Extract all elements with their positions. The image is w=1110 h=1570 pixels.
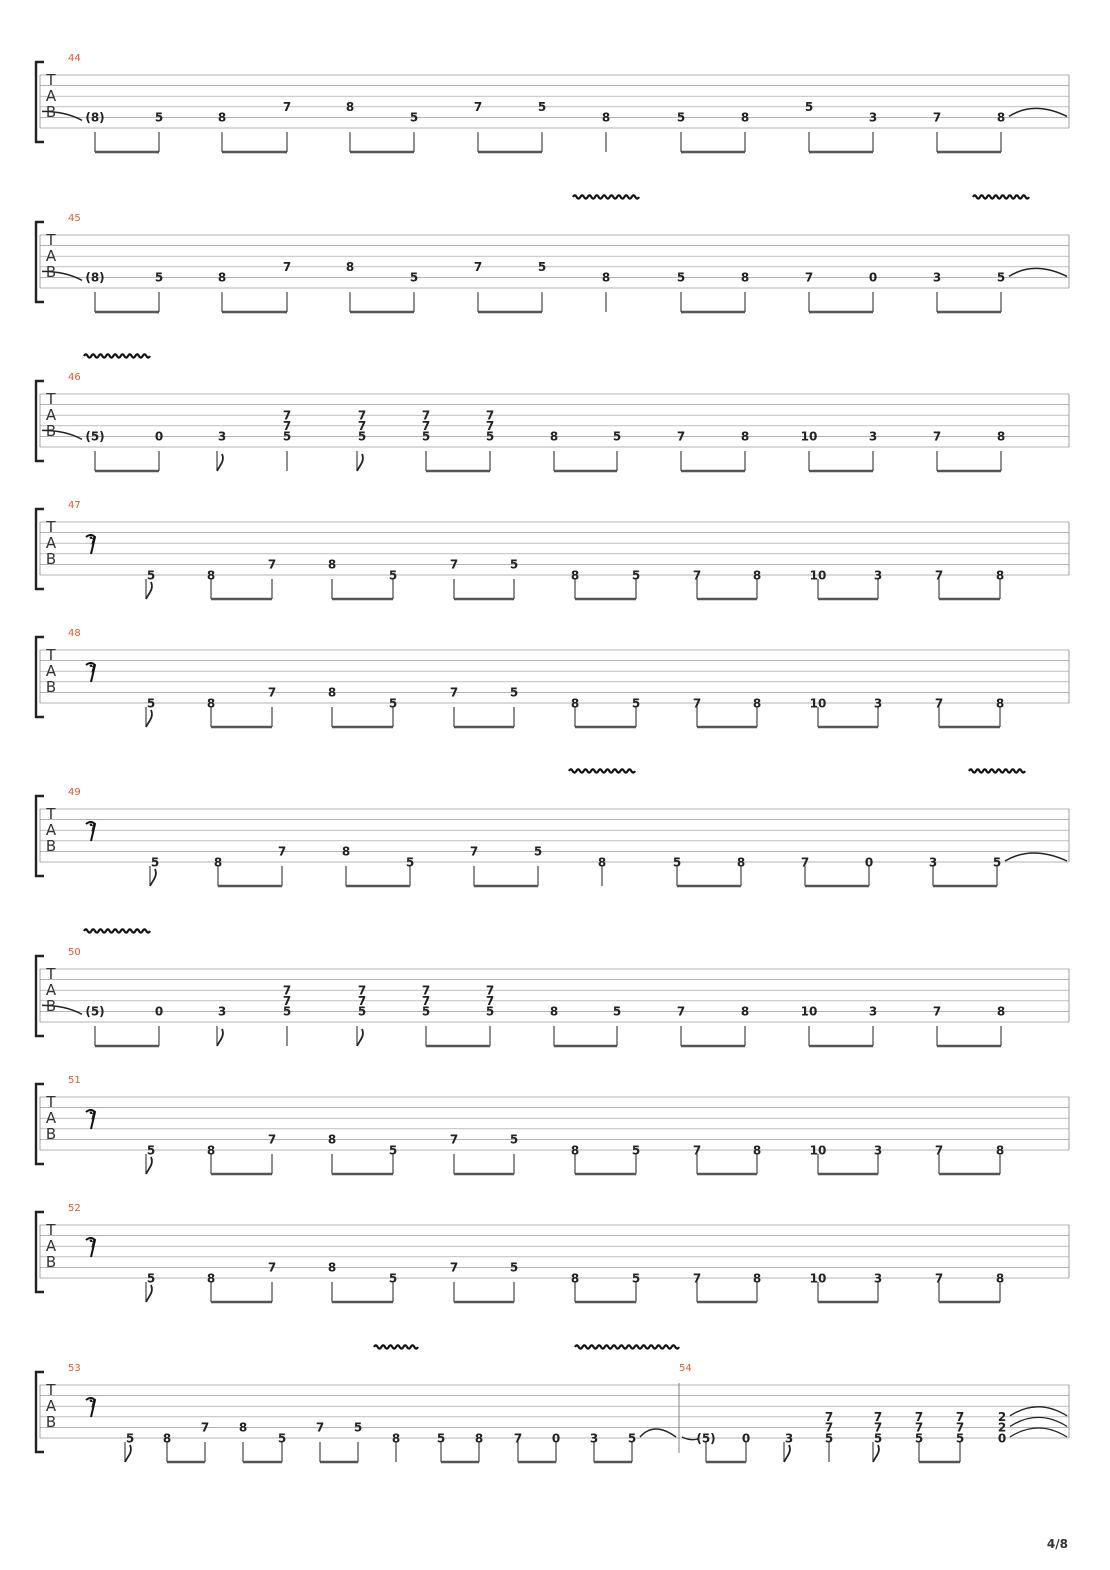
- measure-number: 50: [68, 947, 81, 958]
- fret-number: 5: [537, 100, 547, 115]
- fret-number: 8: [601, 270, 611, 285]
- measure-number: 44: [68, 53, 81, 64]
- fret-number: 8: [549, 1004, 559, 1019]
- fret-number: 10: [800, 1004, 818, 1019]
- fret-number: 5: [154, 110, 164, 125]
- tie-arc: [1010, 1417, 1067, 1426]
- fret-number: 8: [597, 855, 607, 870]
- fret-number: 8: [996, 1004, 1006, 1019]
- tab-clef-letter: A: [45, 662, 57, 680]
- tab-clef-letter: T: [46, 390, 56, 408]
- fret-number: 7: [282, 408, 292, 423]
- fret-number: 5: [282, 429, 292, 444]
- fret-number: 7: [513, 1431, 523, 1446]
- fret-number: 7: [485, 994, 495, 1009]
- tab-clef-letter: B: [45, 1253, 57, 1271]
- fret-number: 5: [672, 855, 682, 870]
- measure-number: 49: [68, 787, 81, 798]
- fret-number: (5): [696, 1431, 716, 1446]
- fret-number: 5: [612, 1004, 622, 1019]
- fret-number: 5: [631, 568, 641, 583]
- fret-number: 7: [934, 568, 944, 583]
- fret-number: 7: [873, 1420, 883, 1435]
- tab-system-2: [36, 195, 1069, 312]
- fret-number: 8: [341, 844, 351, 859]
- fret-number: 8: [752, 1271, 762, 1286]
- fret-number: 5: [996, 270, 1006, 285]
- measure-number: 51: [68, 1075, 81, 1086]
- fret-number: 7: [421, 419, 431, 434]
- tab-system-5: [36, 628, 1069, 727]
- fret-number: 5: [388, 568, 398, 583]
- measure-number: 53: [68, 1363, 81, 1374]
- fret-number: 5: [146, 568, 156, 583]
- fret-number: 7: [934, 1143, 944, 1158]
- fret-number: 5: [146, 1271, 156, 1286]
- tie-arc-out: [1009, 108, 1067, 116]
- fret-number: 8: [995, 1143, 1005, 1158]
- fret-number: 8: [327, 1132, 337, 1147]
- measure-number: 52: [68, 1203, 81, 1214]
- fret-number: (8): [85, 270, 105, 285]
- tab-clef-letter: B: [45, 103, 57, 121]
- fret-number: 7: [485, 408, 495, 423]
- fret-number: 7: [282, 100, 292, 115]
- eighth-rest: 𝄾: [89, 1392, 95, 1417]
- fret-number: 7: [873, 1410, 883, 1425]
- tab-clef-letter: T: [46, 1381, 56, 1399]
- fret-number: 5: [914, 1431, 924, 1446]
- fret-number: 7: [932, 429, 942, 444]
- measure-number: 46: [68, 372, 81, 383]
- fret-number: 3: [873, 1271, 883, 1286]
- fret-number: 3: [217, 1004, 227, 1019]
- fret-number: 5: [533, 844, 543, 859]
- fret-number: 0: [741, 1431, 751, 1446]
- fret-number: 7: [357, 994, 367, 1009]
- note-flag: [873, 1445, 879, 1462]
- note-flag: [357, 1029, 363, 1046]
- tab-system-3: [36, 354, 1069, 471]
- fret-number: 5: [992, 855, 1002, 870]
- fret-number: 8: [217, 110, 227, 125]
- fret-number: 5: [631, 696, 641, 711]
- tab-clef-letter: A: [45, 1397, 57, 1415]
- note-flag: [150, 869, 156, 886]
- tab-clef-letter: T: [46, 231, 56, 249]
- measure-number: 45: [68, 213, 81, 224]
- tab-clef-letter: T: [46, 1093, 56, 1111]
- fret-number: 7: [692, 568, 702, 583]
- fret-number: 7: [449, 685, 459, 700]
- fret-number: 5: [421, 429, 431, 444]
- fret-number: 7: [692, 1143, 702, 1158]
- fret-number: 8: [995, 1271, 1005, 1286]
- eighth-rest: 𝄾: [89, 529, 95, 554]
- fret-number: 8: [752, 1143, 762, 1158]
- fret-number: 7: [473, 100, 483, 115]
- fret-number: 7: [824, 1410, 834, 1425]
- measure-number: 54: [679, 1363, 692, 1374]
- fret-number: 8: [740, 270, 750, 285]
- tab-clef-letter: A: [45, 1237, 57, 1255]
- note-flag: [357, 454, 363, 471]
- fret-number: 7: [934, 696, 944, 711]
- fret-number: 5: [146, 696, 156, 711]
- fret-number: 0: [154, 1004, 164, 1019]
- note-flag: [125, 1445, 131, 1462]
- fret-number: 8: [570, 568, 580, 583]
- eighth-rest: 𝄾: [89, 1232, 95, 1257]
- fret-number: 0: [997, 1431, 1007, 1446]
- tab-clef-letter: B: [45, 550, 57, 568]
- tab-clef-letter: B: [45, 837, 57, 855]
- page-number: 4/8: [1046, 1537, 1068, 1551]
- fret-number: 8: [736, 855, 746, 870]
- tab-clef-letter: T: [46, 646, 56, 664]
- fret-number: 10: [800, 429, 818, 444]
- fret-number: 5: [277, 1431, 287, 1446]
- fret-number: 3: [868, 429, 878, 444]
- tab-clef-letter: A: [45, 87, 57, 105]
- fret-number: 5: [804, 100, 814, 115]
- fret-number: 10: [809, 568, 827, 583]
- tab-system-4: [36, 500, 1069, 599]
- tab-clef-letter: T: [46, 965, 56, 983]
- fret-number: 5: [154, 270, 164, 285]
- tab-system-10: [36, 1345, 1069, 1462]
- fret-number: 7: [932, 110, 942, 125]
- fret-number: 5: [627, 1431, 637, 1446]
- fret-number: 7: [804, 270, 814, 285]
- tab-clef-letter: A: [45, 247, 57, 265]
- fret-number: 5: [436, 1431, 446, 1446]
- fret-number: 8: [740, 1004, 750, 1019]
- fret-number: 7: [282, 994, 292, 1009]
- fret-number: 5: [409, 270, 419, 285]
- fret-number: 5: [873, 1431, 883, 1446]
- tab-system-1: [36, 53, 1069, 152]
- fret-number: 5: [388, 1143, 398, 1158]
- fret-number: 7: [914, 1420, 924, 1435]
- tab-system-6: [36, 769, 1069, 886]
- tie-arc: [1010, 1428, 1067, 1437]
- fret-number: 3: [217, 429, 227, 444]
- fret-number: 3: [932, 270, 942, 285]
- fret-number: 5: [421, 1004, 431, 1019]
- tab-clef-letter: T: [46, 1221, 56, 1239]
- fret-number: 3: [928, 855, 938, 870]
- fret-number: 5: [485, 429, 495, 444]
- fret-number: 7: [357, 983, 367, 998]
- note-flag: [784, 1445, 790, 1462]
- tab-clef-letter: B: [45, 997, 57, 1015]
- tie-arc-out: [1009, 268, 1067, 276]
- vibrato-mark: [973, 195, 1029, 198]
- fret-number: 7: [267, 1260, 277, 1275]
- fret-number: 7: [469, 844, 479, 859]
- fret-number: 7: [315, 1420, 325, 1435]
- fret-number: (5): [85, 429, 105, 444]
- fret-number: (8): [85, 110, 105, 125]
- fret-number: 5: [824, 1431, 834, 1446]
- fret-number: 3: [589, 1431, 599, 1446]
- fret-number: 7: [485, 419, 495, 434]
- fret-number: 8: [752, 696, 762, 711]
- fret-number: 5: [353, 1420, 363, 1435]
- fret-number: 8: [206, 1143, 216, 1158]
- tab-clef-letter: T: [46, 518, 56, 536]
- fret-number: 3: [868, 1004, 878, 1019]
- fret-number: 8: [474, 1431, 484, 1446]
- fret-number: 5: [150, 855, 160, 870]
- fret-number: 7: [955, 1410, 965, 1425]
- tab-clef-letter: A: [45, 406, 57, 424]
- fret-number: 7: [932, 1004, 942, 1019]
- fret-number: 5: [612, 429, 622, 444]
- vibrato-mark: [84, 354, 150, 357]
- tab-system-9: [36, 1203, 1069, 1302]
- fret-number: 8: [752, 568, 762, 583]
- fret-number: 0: [864, 855, 874, 870]
- fret-number: 3: [868, 110, 878, 125]
- fret-number: 8: [213, 855, 223, 870]
- vibrato-mark: [84, 929, 150, 932]
- fret-number: 3: [784, 1431, 794, 1446]
- measure-number: 48: [68, 628, 81, 639]
- note-flag: [146, 1157, 152, 1174]
- vibrato-mark: [573, 195, 639, 198]
- fret-number: 5: [388, 1271, 398, 1286]
- fret-number: 7: [282, 260, 292, 275]
- fret-number: 5: [357, 429, 367, 444]
- vibrato-mark: [575, 1345, 679, 1348]
- fret-number: 3: [873, 568, 883, 583]
- fret-number: 8: [996, 429, 1006, 444]
- fret-number: 7: [692, 1271, 702, 1286]
- fret-number: 3: [873, 696, 883, 711]
- fret-number: 5: [631, 1271, 641, 1286]
- fret-number: 8: [238, 1420, 248, 1435]
- fret-number: 7: [676, 1004, 686, 1019]
- fret-number: 7: [267, 1132, 277, 1147]
- fret-number: 7: [421, 983, 431, 998]
- fret-number: 7: [485, 983, 495, 998]
- fret-number: 8: [601, 110, 611, 125]
- tab-system-7: [36, 929, 1069, 1046]
- fret-number: 0: [551, 1431, 561, 1446]
- fret-number: 5: [282, 1004, 292, 1019]
- note-flag: [217, 1029, 223, 1046]
- fret-number: 5: [509, 685, 519, 700]
- fret-number: 8: [206, 568, 216, 583]
- measure-number: 47: [68, 500, 81, 511]
- fret-number: 7: [800, 855, 810, 870]
- vibrato-mark: [374, 1345, 418, 1348]
- tab-clef-letter: B: [45, 1413, 57, 1431]
- fret-number: 7: [277, 844, 287, 859]
- fret-number: 5: [125, 1431, 135, 1446]
- fret-number: 2: [997, 1420, 1007, 1435]
- fret-number: 7: [282, 983, 292, 998]
- fret-number: 7: [934, 1271, 944, 1286]
- fret-number: 8: [740, 110, 750, 125]
- fret-number: 7: [357, 408, 367, 423]
- fret-number: 10: [809, 1271, 827, 1286]
- tab-clef-letter: A: [45, 981, 57, 999]
- fret-number: 8: [217, 270, 227, 285]
- note-flag: [146, 710, 152, 727]
- fret-number: 8: [549, 429, 559, 444]
- note-flag: [146, 1285, 152, 1302]
- fret-number: 5: [537, 260, 547, 275]
- fret-number: 8: [996, 110, 1006, 125]
- fret-number: 8: [206, 696, 216, 711]
- fret-number: 7: [692, 696, 702, 711]
- fret-number: 5: [405, 855, 415, 870]
- fret-number: 10: [809, 1143, 827, 1158]
- fret-number: 5: [955, 1431, 965, 1446]
- fret-number: 10: [809, 696, 827, 711]
- fret-number: 5: [509, 1260, 519, 1275]
- tab-clef-letter: B: [45, 263, 57, 281]
- fret-number: 8: [327, 1260, 337, 1275]
- fret-number: 5: [509, 557, 519, 572]
- fret-number: 8: [327, 557, 337, 572]
- fret-number: 8: [570, 696, 580, 711]
- fret-number: 8: [162, 1431, 172, 1446]
- tab-clef-letter: A: [45, 1109, 57, 1127]
- fret-number: 7: [676, 429, 686, 444]
- fret-number: 5: [509, 1132, 519, 1147]
- fret-number: 8: [740, 429, 750, 444]
- fret-number: 5: [676, 110, 686, 125]
- fret-number: 7: [449, 1132, 459, 1147]
- fret-number: 7: [282, 419, 292, 434]
- eighth-rest: 𝄾: [89, 816, 95, 841]
- fret-number: (5): [85, 1004, 105, 1019]
- tie-arc: [1010, 1407, 1067, 1416]
- fret-number: 7: [473, 260, 483, 275]
- fret-number: 5: [409, 110, 419, 125]
- fret-number: 7: [449, 1260, 459, 1275]
- note-flag: [217, 454, 223, 471]
- fret-number: 0: [868, 270, 878, 285]
- tab-clef-letter: B: [45, 1125, 57, 1143]
- eighth-rest: 𝄾: [89, 1104, 95, 1129]
- tab-clef-letter: T: [46, 71, 56, 89]
- vibrato-mark: [969, 769, 1025, 772]
- fret-number: 7: [421, 994, 431, 1009]
- fret-number: 7: [955, 1420, 965, 1435]
- fret-number: 8: [206, 1271, 216, 1286]
- fret-number: 0: [154, 429, 164, 444]
- tab-clef-letter: A: [45, 821, 57, 839]
- fret-number: 5: [388, 696, 398, 711]
- tie-arc-out: [1005, 853, 1067, 861]
- fret-number: 3: [873, 1143, 883, 1158]
- fret-number: 7: [421, 408, 431, 423]
- fret-number: 8: [391, 1431, 401, 1446]
- tab-system-8: [36, 1075, 1069, 1174]
- note-flag: [146, 582, 152, 599]
- fret-number: 8: [345, 260, 355, 275]
- fret-number: 5: [485, 1004, 495, 1019]
- fret-number: 8: [995, 568, 1005, 583]
- eighth-rest: 𝄾: [89, 657, 95, 682]
- fret-number: 5: [357, 1004, 367, 1019]
- fret-number: 5: [631, 1143, 641, 1158]
- fret-number: 8: [327, 685, 337, 700]
- fret-number: 5: [146, 1143, 156, 1158]
- fret-number: 2: [997, 1410, 1007, 1425]
- fret-number: 8: [570, 1143, 580, 1158]
- tab-clef-letter: B: [45, 678, 57, 696]
- fret-number: 7: [449, 557, 459, 572]
- fret-number: 8: [345, 100, 355, 115]
- fret-number: 7: [824, 1420, 834, 1435]
- fret-number: 7: [357, 419, 367, 434]
- tie-arc-out: [640, 1429, 676, 1437]
- vibrato-mark: [569, 769, 635, 772]
- tab-clef-letter: T: [46, 805, 56, 823]
- fret-number: 5: [676, 270, 686, 285]
- tab-clef-letter: B: [45, 422, 57, 440]
- fret-number: 7: [200, 1420, 210, 1435]
- fret-number: 7: [267, 557, 277, 572]
- fret-number: 8: [570, 1271, 580, 1286]
- fret-number: 7: [267, 685, 277, 700]
- fret-number: 7: [914, 1410, 924, 1425]
- fret-number: 8: [995, 696, 1005, 711]
- tab-clef-letter: A: [45, 534, 57, 552]
